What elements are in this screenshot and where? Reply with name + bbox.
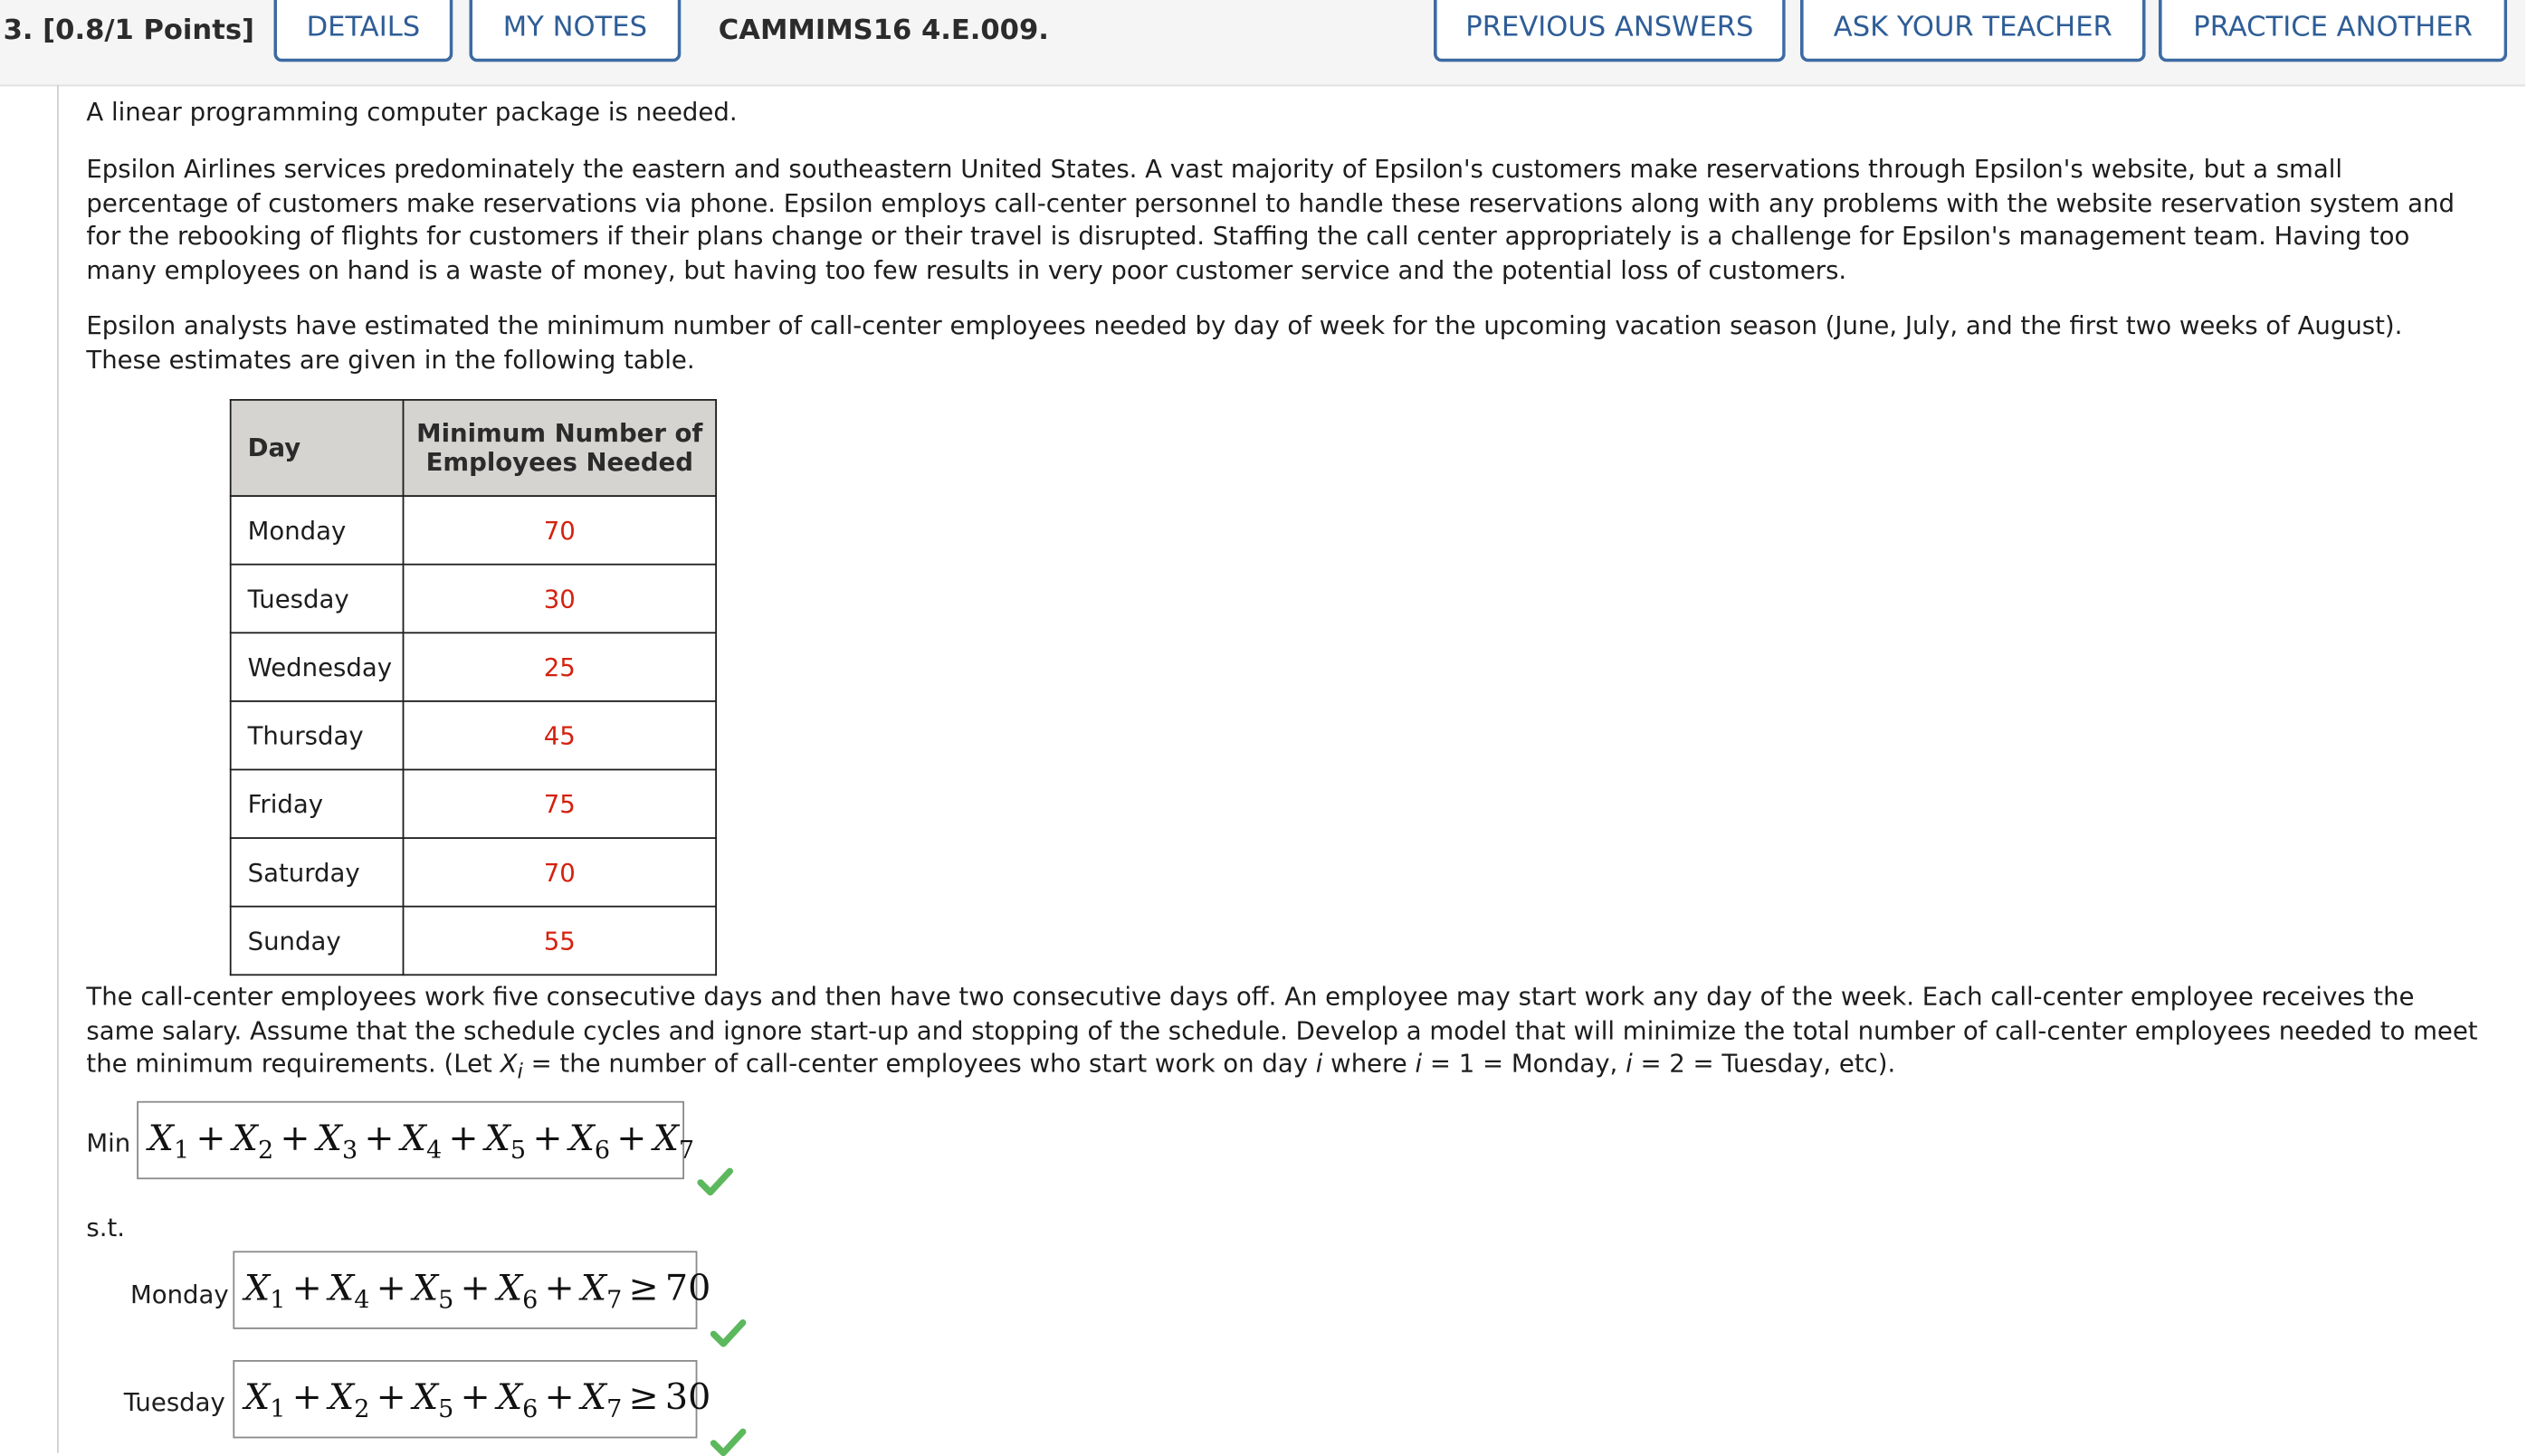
- plus-operator: +: [195, 1118, 226, 1160]
- objective-expression: [148, 1119, 694, 1165]
- minimum-cell: 55: [404, 907, 717, 975]
- subject-to-label: s.t.: [86, 1213, 126, 1243]
- variable-term: $X_6$: [568, 1118, 611, 1165]
- table-row: [231, 907, 716, 975]
- variable-term: $X_2$: [232, 1118, 274, 1165]
- plus-operator: +: [291, 1377, 322, 1419]
- my-notes-button[interactable]: MY NOTES: [469, 0, 681, 62]
- day-cell: Wednesday: [231, 633, 404, 701]
- minimum-cell: 30: [404, 565, 717, 633]
- variable-term: $X_3$: [316, 1118, 358, 1165]
- tuesday-constraint-expression: [244, 1378, 710, 1423]
- plus-operator: +: [364, 1118, 395, 1160]
- day-cell: Monday: [231, 496, 404, 565]
- previous-answers-button[interactable]: PREVIOUS ANSWERS: [1434, 0, 1786, 62]
- plus-operator: +: [544, 1377, 575, 1419]
- model-instructions: The call-center employees work five consecutive days and then have two consecutive days off. An employee may start work any day of the week. Each call-center employee receives the same salary. Assume that the schedule cycles and ignore start-up and stopping of the schedule. Develop a model that will minimize the total number of call-center employees needed to meet the minimum requirements. (Let $X_i$ = the number of call-center employees who start work on day i where i = 1 = Monday, i = 2 = Tuesday, etc).: [86, 982, 2478, 1085]
- monday-constraint-label: Monday: [130, 1280, 229, 1310]
- tuesday-constraint-box[interactable]: [233, 1360, 711, 1438]
- estimates-text: Epsilon analysts have estimated the minimum number of call-center employees needed by day of week for the upcoming vacation season (June, July, and the first two weeks of August). These estimates are given in the following table.: [86, 310, 2403, 375]
- intro-text: A linear programming computer package is needed.: [86, 98, 738, 128]
- details-button[interactable]: DETAILS: [273, 0, 453, 62]
- day-cell: Thursday: [231, 701, 404, 770]
- rhs-value: 30: [664, 1377, 711, 1419]
- minimum-cell: 75: [404, 770, 717, 839]
- table-header-minimum: Minimum Number of Employees Needed: [404, 400, 717, 496]
- plus-operator: +: [376, 1269, 406, 1310]
- variable-term: $X_5$: [412, 1269, 454, 1315]
- variable-term: $X_2$: [328, 1377, 370, 1424]
- plus-operator: +: [291, 1269, 322, 1310]
- rhs-value: 70: [664, 1269, 711, 1310]
- question-points: 3. [0.8/1 Points]: [3, 14, 255, 48]
- day-cell: Sunday: [231, 907, 404, 975]
- ask-your-teacher-button[interactable]: ASK YOUR TEACHER: [1800, 0, 2146, 62]
- table-row: [231, 496, 716, 565]
- tuesday-constraint-label: Tuesday: [123, 1387, 225, 1417]
- variable-term: $X_1$: [244, 1269, 286, 1315]
- minimum-cell: 70: [404, 838, 717, 907]
- plus-operator: +: [544, 1269, 575, 1310]
- monday-constraint-box[interactable]: [233, 1251, 711, 1328]
- table-row: [231, 838, 716, 907]
- table-row: [231, 770, 716, 839]
- plus-operator: +: [460, 1269, 491, 1310]
- min-label: Min: [86, 1128, 131, 1158]
- variable-term: $X_4$: [328, 1269, 370, 1315]
- question-header: [0, 0, 2525, 86]
- objective-answer-box[interactable]: [137, 1101, 695, 1179]
- plus-operator: +: [448, 1118, 479, 1160]
- variable-term: $X_5$: [484, 1118, 527, 1165]
- minimum-cell: 70: [404, 496, 717, 565]
- variable-term: $X_5$: [412, 1377, 454, 1424]
- relation-operator: ≥: [628, 1269, 659, 1310]
- monday-constraint-expression: [244, 1269, 710, 1314]
- variable-term: $X_6$: [496, 1377, 539, 1424]
- table-header-day: Day: [231, 400, 404, 496]
- day-cell: Friday: [231, 770, 404, 839]
- question-body: [57, 85, 2527, 1453]
- variable-term: $X_4$: [400, 1118, 443, 1165]
- variable-term: $X_1$: [244, 1377, 286, 1424]
- minimum-cell: 25: [404, 633, 717, 701]
- variable-term: $X_7$: [653, 1118, 695, 1165]
- employees-table: [230, 399, 717, 975]
- variable-term: $X_7$: [580, 1269, 623, 1315]
- variable-term: $X_1$: [148, 1118, 190, 1165]
- minimum-cell: 45: [404, 701, 717, 770]
- plus-operator: +: [376, 1377, 406, 1419]
- table-row: [231, 701, 716, 770]
- check-icon: [710, 1427, 747, 1456]
- problem-description: Epsilon Airlines services predominately the eastern and southeastern United States. A vast majority of Epsilon's customers make reservations through Epsilon's website, but a small percentage of customers make reservations via phone. Epsilon employs call-center personnel to handle these reservations along with any problems with the website reservation system and for the rebooking of flights for customers if their plans change or their travel is disrupted. Staffing the call center appropriately is a challenge for Epsilon's management team. Having too many employees on hand is a waste of money, but having too few results in very poor customer service and the potential loss of customers.: [86, 155, 2455, 285]
- plus-operator: +: [616, 1118, 647, 1160]
- check-icon: [710, 1318, 747, 1347]
- plus-operator: +: [532, 1118, 563, 1160]
- question-code: CAMMIMS16 4.E.009.: [718, 14, 1049, 48]
- practice-another-button[interactable]: PRACTICE ANOTHER: [2159, 0, 2507, 62]
- variable-term: $X_6$: [496, 1269, 539, 1315]
- table-header-row: [231, 400, 716, 496]
- variable-term: $X_7$: [580, 1377, 623, 1424]
- plus-operator: +: [280, 1118, 310, 1160]
- table-row: [231, 633, 716, 701]
- day-cell: Tuesday: [231, 565, 404, 633]
- day-cell: Saturday: [231, 838, 404, 907]
- table-row: [231, 565, 716, 633]
- relation-operator: ≥: [628, 1377, 659, 1419]
- check-icon: [697, 1166, 733, 1195]
- plus-operator: +: [460, 1377, 491, 1419]
